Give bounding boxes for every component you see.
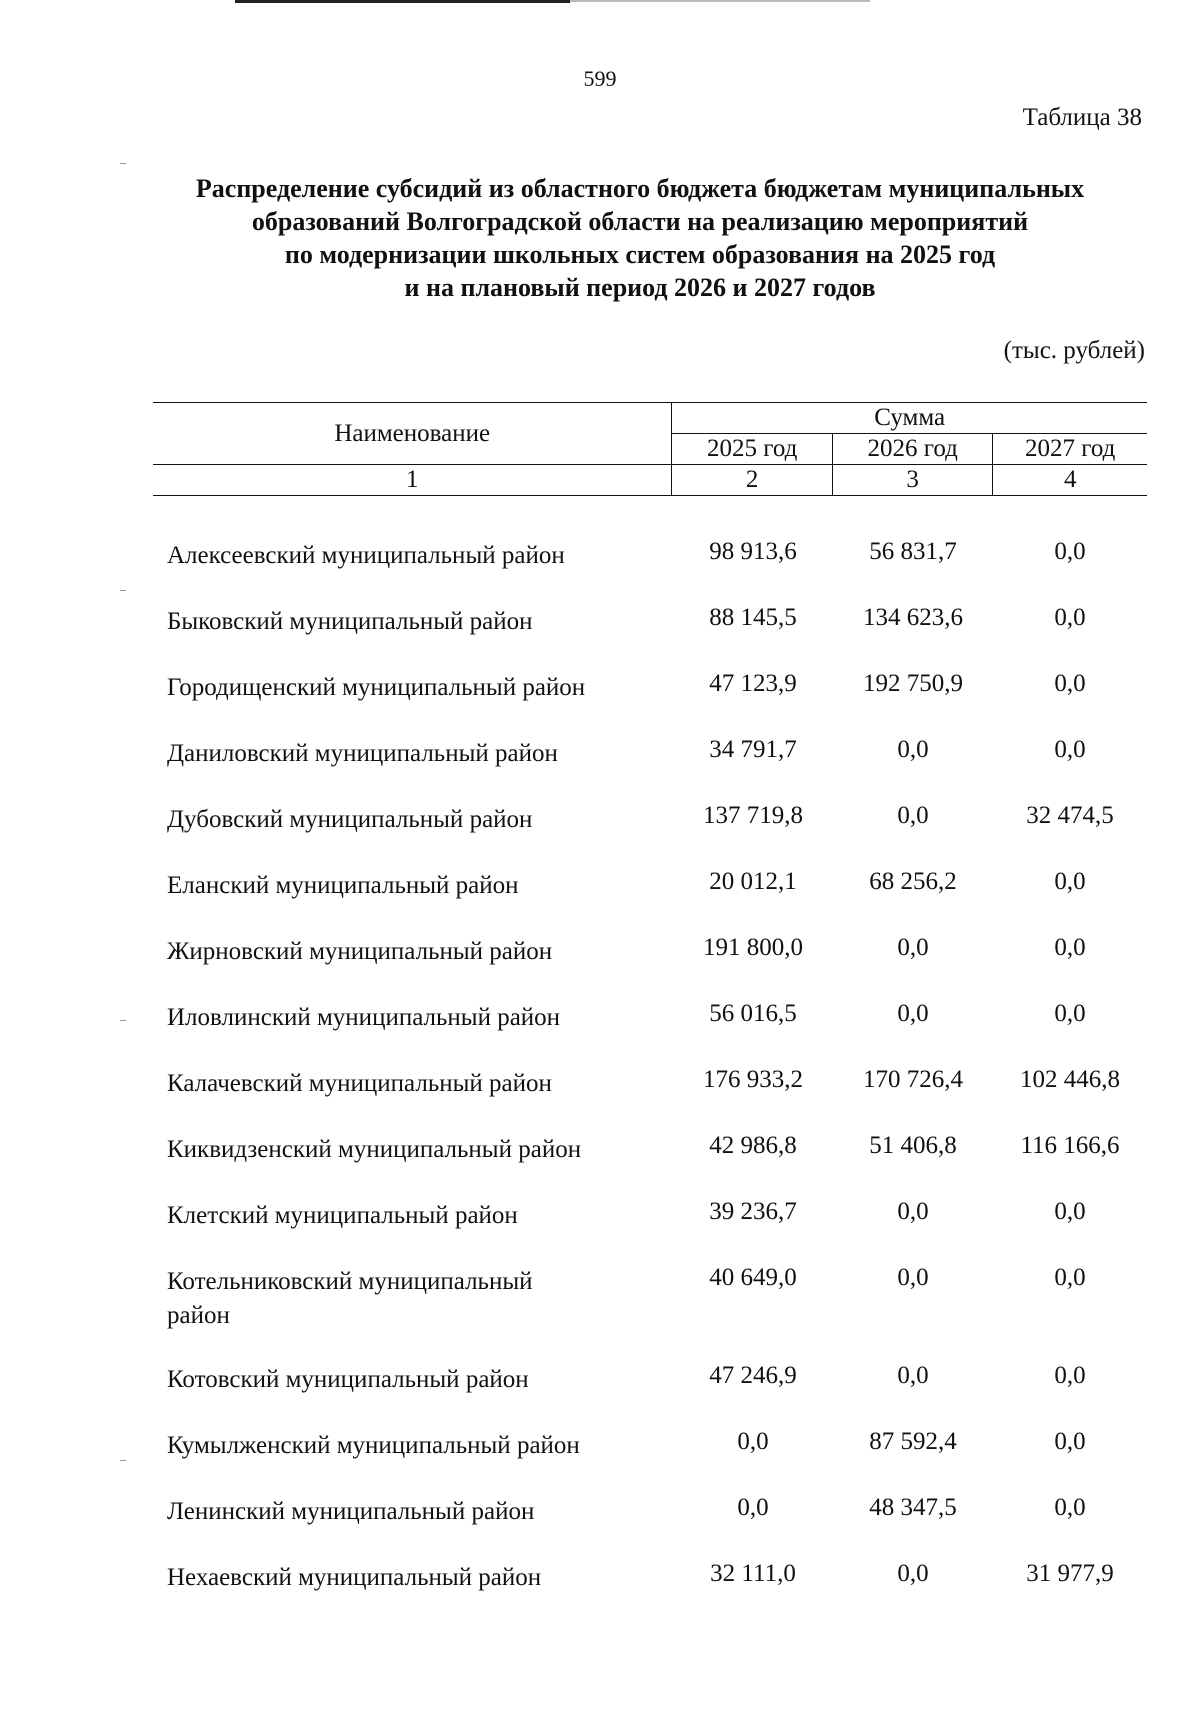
document-title <box>140 172 1140 304</box>
value-2025: 20 012,1 <box>709 868 797 895</box>
table-row <box>153 997 1147 1063</box>
table-header <box>153 402 1147 496</box>
value-2027: 0,0 <box>1054 736 1086 763</box>
table-row <box>153 865 1147 931</box>
value-2026: 170 726,4 <box>863 1066 963 1093</box>
scan-edge-line-faint <box>570 0 870 2</box>
value-2027: 0,0 <box>1054 1000 1086 1027</box>
value-2025: 40 649,0 <box>709 1264 797 1291</box>
value-2025: 32 111,0 <box>710 1560 796 1587</box>
value-2026: 68 256,2 <box>869 868 957 895</box>
margin-mark <box>120 1460 126 1461</box>
value-2026: 134 623,6 <box>863 604 963 631</box>
row-name: Быковский муниципальный район <box>167 608 533 635</box>
table-row <box>153 1425 1147 1491</box>
page-number: 599 <box>583 66 617 91</box>
value-2026: 0,0 <box>897 934 929 961</box>
value-2025: 34 791,7 <box>709 736 797 763</box>
table-row <box>153 601 1147 667</box>
value-2026: 0,0 <box>897 1198 929 1225</box>
row-name: Котельниковский муниципальный район <box>167 1268 533 1329</box>
row-name: Кумылженский муниципальный район <box>167 1432 580 1459</box>
row-name: Городищенский муниципальный район <box>167 674 586 701</box>
margin-mark <box>120 1020 126 1021</box>
value-2026: 51 406,8 <box>869 1132 957 1159</box>
table-row <box>153 1063 1147 1129</box>
value-2026: 0,0 <box>897 1264 929 1291</box>
value-2025: 191 800,0 <box>703 934 803 961</box>
col-number-3: 3 <box>832 465 993 496</box>
title-line: по модернизации школьных систем образования на 2025 год <box>284 240 996 269</box>
row-name: Клетский муниципальный район <box>167 1202 518 1229</box>
title-line: образований Волгоградской области на реализацию мероприятий <box>251 207 1029 236</box>
value-2027: 0,0 <box>1054 1494 1086 1521</box>
row-name: Жирновский муниципальный район <box>167 938 553 965</box>
value-2027: 0,0 <box>1054 670 1086 697</box>
value-2026: 0,0 <box>897 1362 929 1389</box>
value-2027: 0,0 <box>1054 868 1086 895</box>
table-row <box>153 535 1147 601</box>
margin-mark <box>120 590 126 591</box>
value-2025: 47 246,9 <box>709 1362 797 1389</box>
value-2026: 56 831,7 <box>869 538 957 565</box>
value-2026: 0,0 <box>897 1560 929 1587</box>
row-name: Иловлинский муниципальный район <box>167 1004 561 1031</box>
table-row <box>153 931 1147 997</box>
value-2025: 137 719,8 <box>703 802 803 829</box>
value-2025: 176 933,2 <box>703 1066 803 1093</box>
header-year-2025: 2025 год <box>672 434 833 465</box>
value-2026: 0,0 <box>897 736 929 763</box>
row-name: Алексеевский муниципальный район <box>167 542 565 569</box>
row-name: Калачевский муниципальный район <box>167 1070 552 1097</box>
title-line: и на плановый период 2026 и 2027 годов <box>404 273 876 302</box>
value-2025: 42 986,8 <box>709 1132 797 1159</box>
value-2025: 47 123,9 <box>709 670 797 697</box>
row-name: Ленинский муниципальный район <box>167 1498 535 1525</box>
value-2027: 0,0 <box>1054 934 1086 961</box>
row-name: Дубовский муниципальный район <box>167 806 533 833</box>
value-2027: 0,0 <box>1054 538 1086 565</box>
col-number-4: 4 <box>993 465 1147 496</box>
value-2026: 48 347,5 <box>869 1494 957 1521</box>
scan-edge-line <box>235 0 570 3</box>
table-row <box>153 1359 1147 1425</box>
row-name: Нехаевский муниципальный район <box>167 1564 542 1591</box>
value-2025: 88 145,5 <box>709 604 797 631</box>
value-2025: 98 913,6 <box>709 538 797 565</box>
row-name: Киквидзенский муниципальный район <box>167 1136 582 1163</box>
header-year-2026: 2026 год <box>832 434 993 465</box>
margin-mark <box>120 163 126 164</box>
value-2026: 0,0 <box>897 1000 929 1027</box>
table-row <box>153 733 1147 799</box>
value-2025: 39 236,7 <box>709 1198 797 1225</box>
header-sum: Сумма <box>672 403 1147 434</box>
title-line: Распределение субсидий из областного бюджета бюджетам муниципальных <box>195 174 1085 203</box>
row-name: Котовский муниципальный район <box>167 1366 529 1393</box>
row-name: Даниловский муниципальный район <box>167 740 558 767</box>
value-2025: 0,0 <box>737 1494 769 1521</box>
value-2027: 0,0 <box>1054 1362 1086 1389</box>
value-2026: 0,0 <box>897 802 929 829</box>
value-2027: 0,0 <box>1054 1264 1086 1291</box>
table-row <box>153 1129 1147 1195</box>
table-label: Таблица 38 <box>1022 104 1142 131</box>
value-2027: 32 474,5 <box>1026 802 1114 829</box>
table-row <box>153 1195 1147 1261</box>
value-2027: 116 166,6 <box>1020 1132 1120 1159</box>
table-row <box>153 799 1147 865</box>
row-name: Еланский муниципальный район <box>167 872 519 899</box>
table-row <box>153 1261 1147 1359</box>
header-year-2027: 2027 год <box>993 434 1147 465</box>
col-number-2: 2 <box>672 465 833 496</box>
value-2027: 0,0 <box>1054 1198 1086 1225</box>
table-row <box>153 1491 1147 1557</box>
value-2027: 0,0 <box>1054 1428 1086 1455</box>
value-2027: 102 446,8 <box>1020 1066 1120 1093</box>
value-2027: 31 977,9 <box>1026 1560 1114 1587</box>
unit-label: (тыс. рублей) <box>1003 337 1145 364</box>
value-2027: 0,0 <box>1054 604 1086 631</box>
table-row <box>153 1557 1147 1623</box>
value-2026: 192 750,9 <box>863 670 963 697</box>
value-2026: 87 592,4 <box>869 1428 957 1455</box>
table-body <box>153 535 1147 1623</box>
value-2025: 0,0 <box>737 1428 769 1455</box>
col-number-1: 1 <box>153 465 672 496</box>
header-name: Наименование <box>153 403 672 465</box>
value-2025: 56 016,5 <box>709 1000 797 1027</box>
table-row <box>153 667 1147 733</box>
